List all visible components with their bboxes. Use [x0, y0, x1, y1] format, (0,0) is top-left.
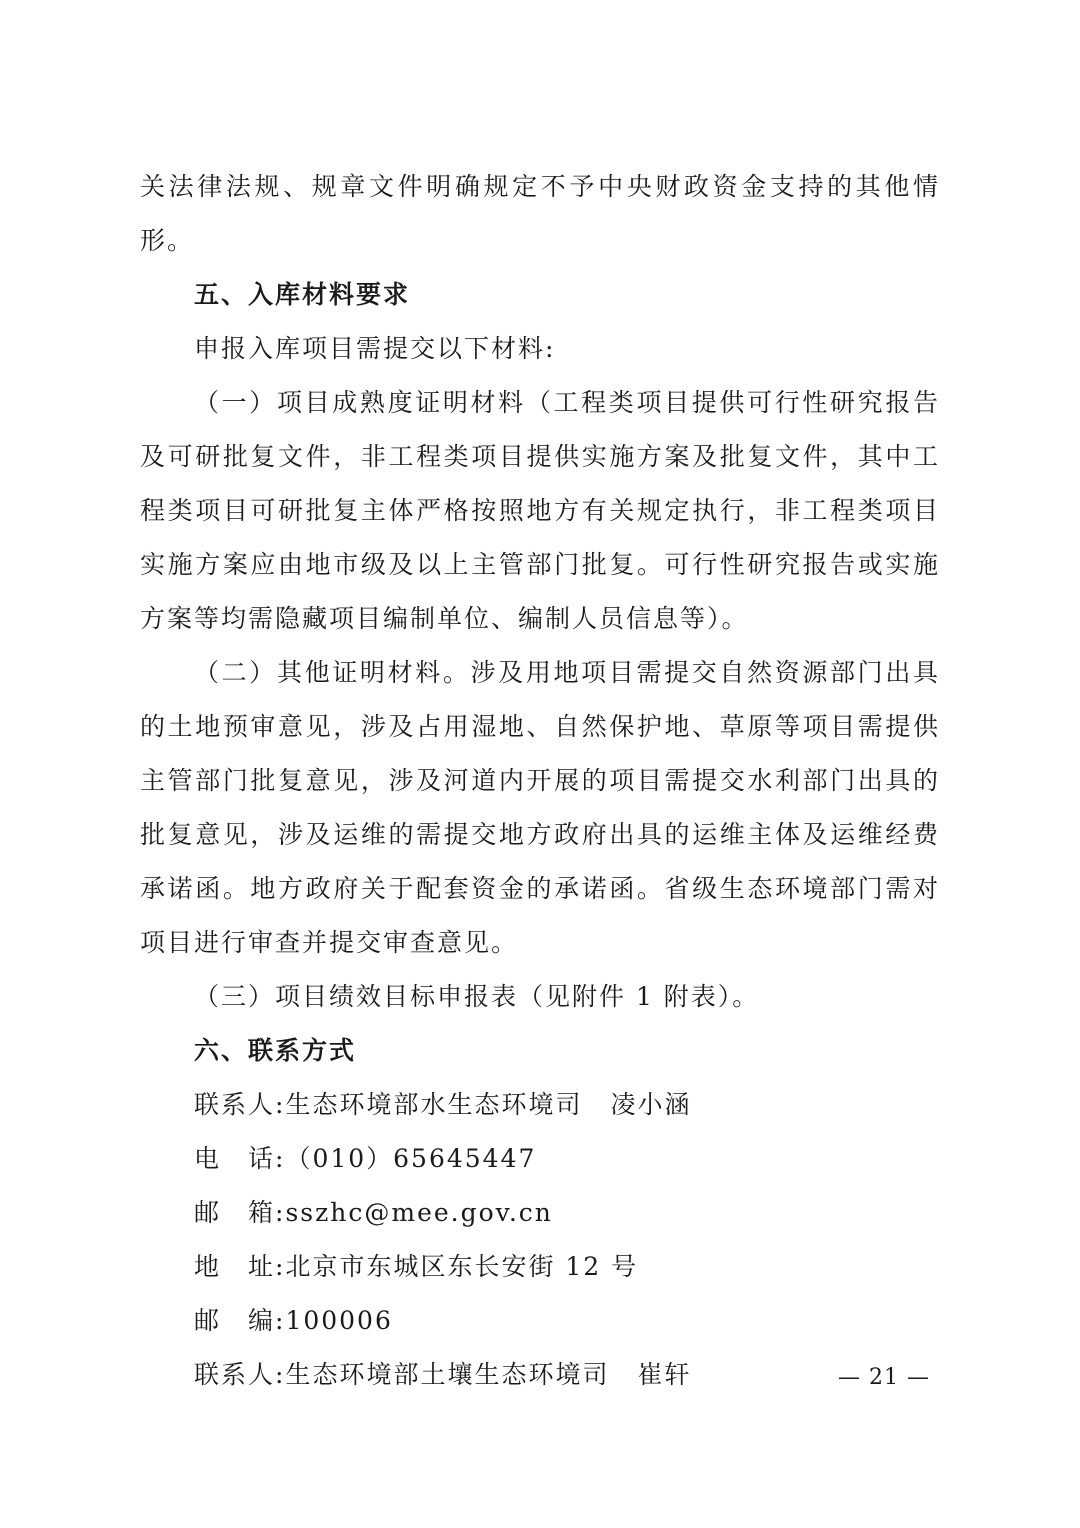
page-number: — 21 —: [838, 1365, 930, 1390]
email-row: [140, 1186, 940, 1240]
phone-value: （010）65645447: [285, 1144, 537, 1173]
phone-row: [140, 1132, 940, 1186]
list-item-3: （三）项目绩效目标申报表（见附件 1 附表）。: [194, 982, 760, 1011]
email-label: 邮 箱:: [194, 1198, 286, 1227]
email-value: sszhc@mee.gov.cn: [285, 1198, 553, 1227]
paragraph-continuation: 关法律法规、规章文件明确规定不予中央财政资金支持的其他情形。: [140, 172, 940, 255]
contact-2-department: 生态环境部土壤生态环境司: [285, 1360, 610, 1389]
contact-1-label: 联系人:: [194, 1090, 286, 1119]
postcode-row: [140, 1294, 940, 1348]
postcode-label: 邮 编:: [194, 1306, 286, 1335]
section-5-intro: 申报入库项目需提交以下材料:: [194, 334, 556, 363]
postcode-value: 100006: [285, 1306, 393, 1335]
contact-2-name: 崔轩: [637, 1360, 692, 1389]
list-item-2: （二）其他证明材料。涉及用地项目需提交自然资源部门出具的土地预审意见，涉及占用湿地、自然保护地、草原等项目需提供主管部门批复意见，涉及河道内开展的项目需提交水利部门出具的批复意见，涉及运维的需提交地方政府出具的运维主体及运维经费承诺函。地方政府关于配套资金的承诺函。省级生态环境部门需对项目进行审查并提交审查意见。: [140, 658, 940, 957]
address-row: [140, 1240, 940, 1294]
contact-1-department: 生态环境部水生态环境司: [285, 1090, 583, 1119]
phone-label: 电 话:: [194, 1144, 286, 1173]
list-item-1: （一）项目成熟度证明材料（工程类项目提供可行性研究报告及可研批复文件，非工程类项目提供实施方案及批复文件，其中工程类项目可研批复主体严格按照地方有关规定执行，非工程类项目实施方案应由地市级及以上主管部门批复。可行性研究报告或实施方案等均需隐藏项目编制单位、编制人员信息等）。: [140, 388, 940, 633]
contact-row-2: [140, 1348, 940, 1402]
address-value: 北京市东城区东长安街 12 号: [285, 1252, 639, 1281]
document-body: [140, 160, 940, 1402]
section-heading-6: 六、联系方式: [194, 1036, 357, 1065]
contact-2-label: 联系人:: [194, 1360, 286, 1389]
contact-row-1: [140, 1078, 940, 1132]
section-heading-5: 五、入库材料要求: [194, 280, 411, 309]
address-label: 地 址:: [194, 1252, 286, 1281]
contact-1-name: 凌小涵: [610, 1090, 692, 1119]
